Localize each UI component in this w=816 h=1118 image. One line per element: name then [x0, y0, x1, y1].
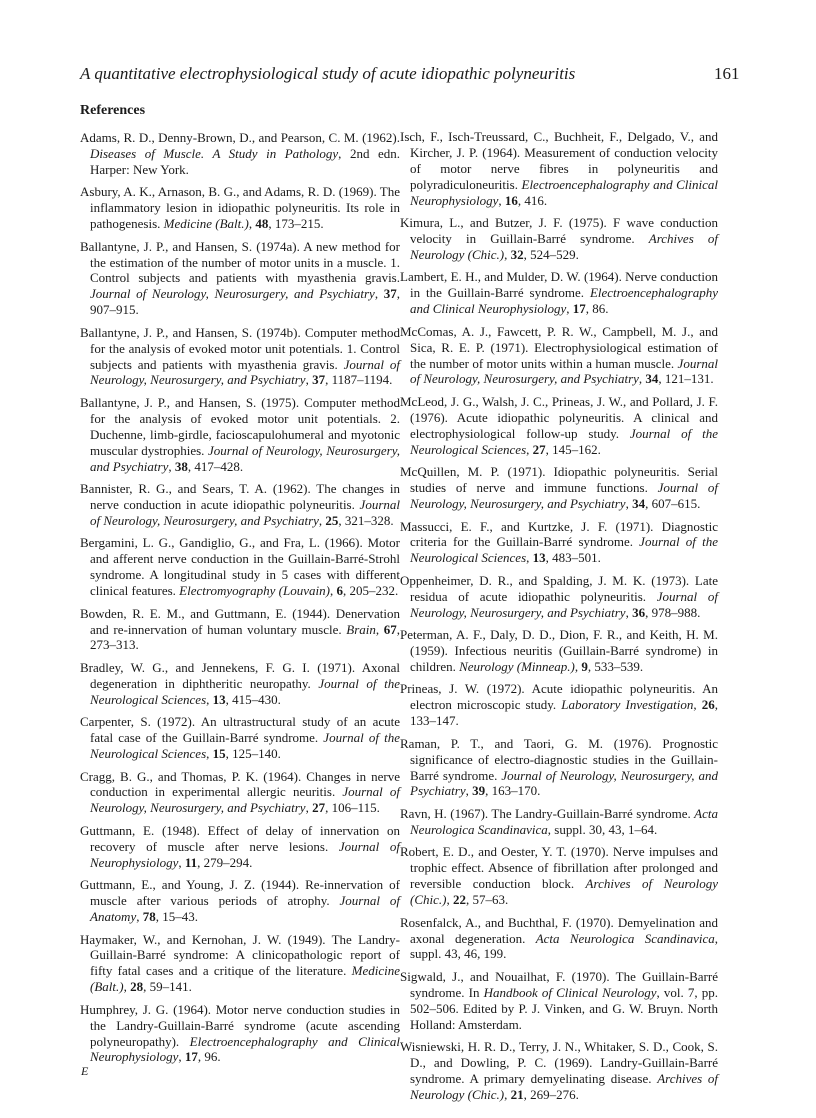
reference-entry — [80, 130, 400, 178]
reference-pages: , 524–529. — [523, 246, 579, 262]
reference-journal: Handbook of Clinical Neurology — [483, 984, 657, 1000]
reference-journal: Medicine (Balt.) — [163, 216, 249, 232]
reference-text: Ballantyne, J. P., and Hansen, S. (1975). Computer method for the analysis of evoked motor unit potentials. 2. Duchenne, limb-girdle, facioscapulohumeral and myotonic muscular dystrophies. — [80, 394, 400, 458]
reference-text: Guttmann, E., and Young, J. Z. (1944). Re-innervation of muscle after various periods of atrophy. — [80, 877, 400, 909]
reference-pages: , 96. — [197, 1049, 221, 1065]
reference-entry — [400, 806, 718, 838]
reference-entry: Peterman, A. F., Daly, D. D., Dion, F. R., and Keith, H. M. (1959). Infectious neuritis (Guillain-Barré syndrome) in children. Neurology (Minneap.), 9, 533–539. — [400, 627, 718, 674]
reference-pages: , 273–313. — [90, 621, 400, 653]
reference-text: Robert, E. D., and Oester, Y. T. (1970). Nerve impulses and trophic effect. Absence of fibrillation after prolonged and reversible conduction block. — [400, 844, 718, 892]
reference-volume: 67 — [383, 621, 397, 637]
reference-volume: 27 — [532, 441, 546, 457]
reference-volume: 25 — [325, 512, 339, 528]
reference-journal: Journal of Anatomy — [90, 893, 400, 924]
reference-entry — [400, 915, 718, 963]
reference-pages: , 483–501. — [545, 550, 601, 566]
reference-text: Bowden, R. E. M., and Guttmann, E. (1944). Denervation and re-innervation of human voluntary muscle. — [80, 605, 400, 637]
reference-volume: 37 — [312, 372, 326, 388]
reference-journal: Brain — [346, 621, 376, 637]
reference-text: Oppenheimer, D. R., and Spalding, J. M. K. (1973). Late residua of acute idiopathic polyneuritis. — [400, 572, 718, 604]
reference-journal: Journal of Neurology, Neurosurgery, and Psychiatry — [410, 480, 718, 511]
reference-pages: , vol. 7, pp. 502–506. Edited by P. J. Vinken, and G. W. Bruyn. North Holland: Amsterdam. — [410, 984, 718, 1032]
reference-volume: 26 — [701, 697, 715, 713]
reference-entry: McLeod, J. G., Walsh, J. C., Prineas, J. W., and Pollard, J. F. (1976). Acute idiopathic polyneuritis. A clinical and electrophysiological follow-up study. Journal of the Neurological Sciences, 27, 145–162. — [400, 393, 718, 457]
reference-pages: , 125–140. — [225, 746, 281, 762]
reference-journal: Journal of Neurology, Neurosurgery, and Psychiatry — [90, 356, 400, 388]
reference-journal: Electroencephalography and Clinical Neurophysiology — [410, 285, 718, 317]
reference-text: Ravn, H. (1967). The Landry-Guillain-Barré syndrome. — [400, 805, 695, 821]
reference-text: Haymaker, W., and Kernohan, J. W. (1949). The Landry-Guillain-Barré syndrome: A clinicopathologic report of fifty fatal cases and a critique of the literature. — [80, 931, 400, 979]
reference-volume: 13 — [212, 691, 226, 707]
reference-journal: Electroencephalography and Clinical Neurophysiology — [410, 176, 719, 208]
reference-entry: Guttmann, E. (1948). Effect of delay of innervation on recovery of muscle after nerve lesions. Journal of Neurophysiology, 11, 279–294. — [80, 822, 400, 870]
reference-volume: 28 — [130, 979, 144, 995]
reference-text: Isch, F., Isch-Treussard, C., Buchheit, F., Delgado, V., and Kircher, J. P. (1964). Measurement of conduction velocity of motor nerve fibres in polyneuritis and polyradiculoneuritis. — [400, 129, 718, 192]
reference-pages: , suppl. 30, 43, 1–64. — [547, 821, 658, 837]
reference-text: McQuillen, M. P. (1971). Idiopathic polyneuritis. Serial studies of nerve and immune functions. — [400, 464, 718, 496]
reference-text: Massucci, E. F., and Kurtzke, J. F. (1971). Diagnostic criteria for the Guillain-Barré syndrome. — [400, 518, 718, 550]
reference-journal: Journal of Neurology, Neurosurgery, and Psychiatry — [410, 588, 718, 620]
reference-journal: Journal of Neurology, Neurosurgery, and Psychiatry — [90, 497, 400, 528]
reference-entry: Prineas, J. W. (1972). Acute idiopathic polyneuritis. An electron microscopic study. Laboratory Investigation, 26, 133–147. — [400, 681, 718, 729]
reference-text: Cragg, B. G., and Thomas, P. K. (1964). Changes in nerve conduction in experimental allergic neuritis. — [80, 768, 400, 800]
reference-volume: 34 — [645, 371, 659, 387]
reference-journal: Archives of Neurology (Chic.) — [410, 1070, 718, 1102]
references-column-right — [400, 129, 718, 1109]
reference-pages: , 1187–1194. — [325, 372, 393, 388]
reference-volume: 34 — [632, 496, 646, 511]
reference-journal: Journal of Neurology, Neurosurgery, and Psychiatry — [90, 442, 400, 474]
reference-text: Carpenter, S. (1972). An ultrastructural study of an acute fatal case of the Guillain-Barré syndrome. — [80, 714, 400, 746]
reference-journal: Archives of Neurology (Chic.) — [410, 231, 718, 262]
reference-pages: , 57–63. — [465, 892, 509, 908]
reference-journal: Journal of Neurology, Neurosurgery, and Psychiatry — [90, 784, 401, 816]
reference-pages: , 145–162. — [545, 441, 601, 457]
reference-journal: Journal of the Neurological Sciences — [410, 425, 718, 457]
reference-entry: Lambert, E. H., and Mulder, D. W. (1964). Nerve conduction in the Guillain-Barré syndrome. Electroencephalography and Clinical Neurophysiology, 17, 86. — [400, 269, 718, 317]
reference-entry: Guttmann, E., and Young, J. Z. (1944). Re-innervation of muscle after various periods of atrophy. Journal of Anatomy, 78, 15–43. — [80, 877, 400, 924]
reference-pages: , 2nd edn. Harper: New York. — [90, 145, 400, 177]
reference-volume: 9 — [581, 658, 588, 674]
reference-journal: Archives of Neurology (Chic.) — [410, 876, 718, 908]
reference-entry: Ballantyne, J. P., and Hansen, S. (1974b). Computer method for the analysis of evoked motor unit potentials. 1. Control subjects and patients with myasthenia gravis. Journal of Neurology, Neurosurgery, and Psychiatry, 37, 1187–1194. — [80, 324, 400, 388]
reference-text: Asbury, A. K., Arnason, B. G., and Adams, R. D. (1969). The inflammatory lesion in idiopathic polyneuritis. Its role in pathogenesis. — [80, 184, 400, 232]
reference-volume: 17 — [184, 1049, 198, 1065]
reference-text: Raman, P. T., and Taori, G. M. (1976). Prognostic significance of electro-diagnostic studies in the Guillain-Barré syndrome. — [400, 735, 718, 783]
reference-volume: 13 — [532, 550, 546, 566]
reference-journal: Electromyography (Louvain) — [179, 583, 330, 599]
reference-entry: Kimura, L., and Butzer, J. F. (1975). F wave conduction velocity in Guillain-Barré syndrome. Archives of Neurology (Chic.), 32, 524–529. — [400, 215, 718, 262]
reference-journal: Acta Neurologica Scandinavica — [410, 805, 718, 837]
reference-journal: Acta Neurologica Scandinavica — [535, 930, 715, 946]
reference-pages: , 86. — [585, 301, 609, 317]
reference-text: Peterman, A. F., Daly, D. D., Dion, F. R., and Keith, H. M. (1959). Infectious neuritis (Guillain-Barré syndrome) in children. — [400, 627, 718, 674]
reference-pages: , 279–294. — [197, 854, 253, 870]
reference-pages: , 533–539. — [587, 658, 644, 674]
running-header-title: A quantitative electrophysiological study of acute idiopathic polyneuritis — [80, 64, 576, 83]
reference-entry: Isch, F., Isch-Treussard, C., Buchheit, F., Delgado, V., and Kircher, J. P. (1964). Measurement of conduction velocity of motor nerve fibres in polyneuritis and polyradiculoneuritis. Electroencephalography and Clinical Neurophysiology, 16, 416. — [400, 129, 719, 208]
reference-entry: McQuillen, M. P. (1971). Idiopathic polyneuritis. Serial studies of nerve and immune functions. Journal of Neurology, Neurosurgery, and Psychiatry, 34, 607–615. — [400, 464, 718, 511]
reference-volume: 78 — [142, 909, 156, 924]
reference-volume: 36 — [632, 604, 646, 620]
reference-text: Sigwald, J., and Nouailhat, F. (1970). The Guillain-Barré syndrome. In — [400, 968, 718, 1000]
reference-volume: 21 — [510, 1086, 524, 1102]
reference-entry — [400, 969, 718, 1033]
reference-pages: , 907–915. — [90, 286, 400, 318]
reference-journal: Diseases of Muscle. A Study in Pathology — [90, 145, 339, 161]
reference-journal: Journal of the Neurological Sciences — [90, 675, 401, 707]
reference-journal: Journal of Neurophysiology — [90, 838, 400, 870]
page-number: 161 — [714, 64, 740, 83]
reference-entry: Humphrey, J. G. (1964). Motor nerve conduction studies in the Landry-Guillain-Barré syndrome (acute ascending polyneuropathy). Electroencephalography and Clinical Neurophysiology, 17, 96. — [80, 1001, 400, 1065]
reference-entry: Robert, E. D., and Oester, Y. T. (1970). Nerve impulses and trophic effect. Absence of fibrillation after prolonged and reversible conduction block. Archives of Neurology (Chic.), 22, 57–63. — [400, 844, 718, 908]
reference-text: Humphrey, J. G. (1964). Motor nerve conduction studies in the Landry-Guillain-Barré syndrome (acute ascending polyneuropathy). — [80, 1001, 400, 1049]
reference-text: Lambert, E. H., and Mulder, D. W. (1964). Nerve conduction in the Guillain-Barré syndrome. — [400, 269, 718, 301]
reference-text: Adams, R. D., Denny-Brown, D., and Pearson, C. M. (1962). — [80, 130, 400, 145]
reference-volume: 6 — [336, 583, 343, 599]
reference-pages: , 607–615. — [645, 496, 701, 511]
reference-pages: , 416. — [517, 192, 548, 208]
reference-entry: Bannister, R. G., and Sears, T. A. (1962). The changes in nerve conduction in acute idiopathic polyneuritis. Journal of Neurology, Neurosurgery, and Psychiatry, 25, 321–328. — [80, 481, 400, 528]
reference-volume: 15 — [212, 746, 226, 762]
reference-text: Wisniewski, H. R. D., Terry, J. N., Whitaker, S. D., Cook, S. D., and Dowling, P. C. (1969). Landry-Guillain-Barré syndrome. A primary demyelinating disease. — [400, 1039, 718, 1086]
reference-volume: 17 — [572, 301, 586, 317]
reference-volume: 37 — [383, 286, 397, 302]
reference-text: Prineas, J. W. (1972). Acute idiopathic polyneuritis. An electron microscopic study. — [400, 681, 718, 713]
reference-pages: , 415–430. — [225, 691, 281, 707]
reference-journal: Journal of the Neurological Sciences — [90, 730, 400, 762]
reference-pages: , 978–988. — [645, 604, 701, 620]
reference-entry: Asbury, A. K., Arnason, B. G., and Adams, R. D. (1969). The inflammatory lesion in idiopathic polyneuritis. Its role in pathogenesis. Medicine (Balt.), 48, 173–215. — [80, 184, 400, 232]
reference-pages: , 321–328. — [338, 512, 394, 528]
reference-volume: 11 — [184, 854, 198, 870]
signature-mark: E — [81, 1064, 89, 1078]
reference-entry: Ballantyne, J. P., and Hansen, S. (1974a). A new method for the estimation of the number of motor units in a muscle. 1. Control subjects and patients with myasthenia gravis. Journal of Neurology, Neurosurgery, and Psychiatry, 37, 907–915. — [80, 238, 400, 318]
reference-journal: Journal of Neurology, Neurosurgery, and Psychiatry — [410, 767, 718, 799]
reference-entry: Massucci, E. F., and Kurtzke, J. F. (1971). Diagnostic criteria for the Guillain-Barré syndrome. Journal of the Neurological Sciences, 13, 483–501. — [400, 518, 719, 566]
reference-volume: 38 — [174, 458, 188, 474]
reference-pages: , 106–115. — [325, 800, 380, 816]
references-column-left — [80, 130, 400, 1072]
reference-pages: , 173–215. — [268, 216, 324, 232]
reference-pages: , 59–141. — [143, 979, 192, 995]
reference-text: McComas, A. J., Fawcett, P. R. W., Campbell, M. J., and Sica, R. E. P. (1971). Electrophysiological estimation of the number of motor units within a human muscle. — [400, 323, 718, 371]
reference-pages: , 269–276. — [523, 1086, 579, 1102]
reference-entry: Bergamini, L. G., Gandiglio, G., and Fra, L. (1966). Motor and afferent nerve conduction in the Guillain-Barré-Strohl syndrome. A longitudinal study in 5 cases with different clinical features. Electromyography (Louvain), 6, 205–232. — [80, 535, 400, 599]
reference-volume: 48 — [255, 216, 269, 232]
reference-entry: Wisniewski, H. R. D., Terry, J. N., Whitaker, S. D., Cook, S. D., and Dowling, P. C. (1969). Landry-Guillain-Barré syndrome. A primary demyelinating disease. Archives of Neurology (Chic.), 21, 269–276. — [400, 1039, 718, 1102]
reference-volume: 16 — [504, 192, 518, 208]
reference-journal: Medicine (Balt.) — [90, 963, 400, 995]
reference-entry: Oppenheimer, D. R., and Spalding, J. M. K. (1973). Late residua of acute idiopathic polyneuritis. Journal of Neurology, Neurosurgery, and Psychiatry, 36, 978–988. — [400, 572, 718, 620]
reference-volume: 27 — [312, 800, 326, 816]
reference-pages: , 417–428. — [187, 458, 244, 474]
reference-journal: Journal of Neurology, Neurosurgery, and Psychiatry — [410, 355, 718, 387]
reference-entry: Ballantyne, J. P., and Hansen, S. (1975). Computer method for the analysis of evoked motor unit potentials. 2. Duchenne, limb-girdle, facioscapulohumeral and myotonic muscular dystrophies. Journal of Neurology, Neurosurgery, and Psychiatry, 38, 417–428. — [80, 394, 400, 474]
reference-text: Bergamini, L. G., Gandiglio, G., and Fra, L. (1966). Motor and afferent nerve conduction in the Guillain-Barré-Strohl syndrome. A longitudinal study in 5 cases with different clinical features. — [80, 535, 400, 599]
reference-pages: , suppl. 43, 46, 199. — [410, 930, 718, 962]
references-heading: References — [80, 103, 146, 118]
reference-entry: Bowden, R. E. M., and Guttmann, E. (1944). Denervation and re-innervation of human voluntary muscle. Brain, 67, 273–313. — [80, 605, 400, 653]
reference-text: McLeod, J. G., Walsh, J. C., Prineas, J. W., and Pollard, J. F. (1976). Acute idiopathic polyneuritis. A clinical and electrophysiological follow-up study. — [400, 393, 718, 441]
reference-volume: 39 — [472, 783, 486, 799]
reference-text: Rosenfalck, A., and Buchthal, F. (1970). Demyelination and axonal degeneration. — [400, 914, 718, 946]
reference-pages: , 163–170. — [485, 783, 541, 799]
reference-volume: 22 — [452, 892, 466, 908]
reference-text: Bannister, R. G., and Sears, T. A. (1962). The changes in nerve conduction in acute idiopathic polyneuritis. — [80, 481, 400, 512]
reference-pages: , 205–232. — [342, 583, 399, 599]
reference-journal: Journal of the Neurological Sciences — [410, 534, 719, 566]
reference-entry: Raman, P. T., and Taori, G. M. (1976). Prognostic significance of electro-diagnostic studies in the Guillain-Barré syndrome. Journal of Neurology, Neurosurgery, and Psychiatry, 39, 163–170. — [400, 735, 718, 799]
reference-journal: Journal of Neurology, Neurosurgery, and Psychiatry — [90, 286, 375, 302]
reference-pages: , 133–147. — [410, 697, 718, 729]
reference-entry: Haymaker, W., and Kernohan, J. W. (1949). The Landry-Guillain-Barré syndrome: A clinicopathologic report of fifty fatal cases and a critique of the literature. Medicine (Balt.), 28, 59–141. — [80, 931, 400, 995]
reference-journal: Neurology (Minneap.) — [459, 658, 575, 674]
reference-pages: , 15–43. — [155, 909, 198, 924]
reference-text: Ballantyne, J. P., and Hansen, S. (1974a). A new method for the estimation of the number of motor units in a muscle. 1. Control subjects and patients with myasthenia gravis. — [80, 238, 400, 286]
reference-entry: McComas, A. J., Fawcett, P. R. W., Campbell, M. J., and Sica, R. E. P. (1971). Electrophysiological estimation of the number of motor units within a human muscle. Journal of Neurology, Neurosurgery, and Psychiatry, 34, 121–131. — [400, 323, 718, 387]
reference-text: Kimura, L., and Butzer, J. F. (1975). F wave conduction velocity in Guillain-Barré syndrome. — [400, 215, 718, 247]
reference-entry: Carpenter, S. (1972). An ultrastructural study of an acute fatal case of the Guillain-Barré syndrome. Journal of the Neurological Sciences, 15, 125–140. — [80, 714, 400, 762]
reference-text: Ballantyne, J. P., and Hansen, S. (1974b). Computer method for the analysis of evoked motor unit potentials. 1. Control subjects and patients with myasthenia gravis. — [80, 324, 400, 372]
reference-text: Bradley, W. G., and Jennekens, F. G. I. (1971). Axonal degeneration in diphtheritic neuropathy. — [80, 659, 400, 691]
reference-text: Guttmann, E. (1948). Effect of delay of innervation on recovery of muscle after nerve lesions. — [80, 822, 400, 854]
reference-journal: Electroencephalography and Clinical Neurophysiology — [90, 1033, 400, 1065]
reference-pages: , 121–131. — [658, 371, 714, 387]
reference-entry: Cragg, B. G., and Thomas, P. K. (1964). Changes in nerve conduction in experimental allergic neuritis. Journal of Neurology, Neurosurgery, and Psychiatry, 27, 106–115. — [80, 768, 401, 816]
reference-volume: 32 — [510, 246, 524, 262]
reference-journal: Laboratory Investigation — [561, 697, 694, 713]
reference-entry: Bradley, W. G., and Jennekens, F. G. I. (1971). Axonal degeneration in diphtheritic neuropathy. Journal of the Neurological Sciences, 13, 415–430. — [80, 659, 401, 707]
